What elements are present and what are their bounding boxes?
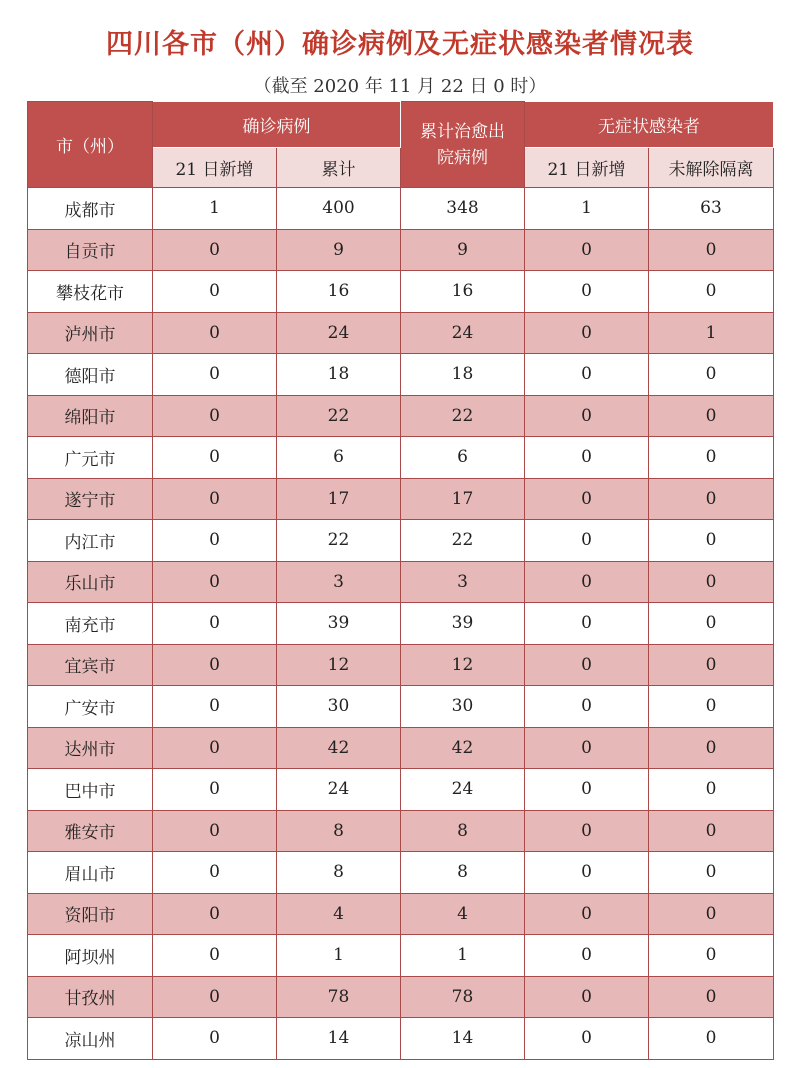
cell-new: 0 — [153, 520, 277, 562]
cell-new: 0 — [153, 686, 277, 728]
cell-city: 广安市 — [28, 686, 153, 728]
cell-total: 17 — [277, 478, 401, 520]
cell-new: 0 — [153, 395, 277, 437]
table-body — [28, 188, 774, 1060]
cell-cured: 9 — [401, 229, 525, 271]
cell-asym-iso: 63 — [649, 188, 774, 230]
table-row — [28, 271, 774, 313]
cell-cured: 3 — [401, 561, 525, 603]
table-row — [28, 686, 774, 728]
table-row — [28, 810, 774, 852]
table-row — [28, 1018, 774, 1060]
cell-asym-iso: 0 — [649, 603, 774, 645]
header-asym-new-21: 21 日新增 — [525, 148, 649, 188]
cell-asym-iso: 0 — [649, 686, 774, 728]
header-city: 市（州） — [28, 102, 153, 188]
cell-asym-new: 0 — [525, 312, 649, 354]
header-new-21: 21 日新增 — [153, 148, 277, 188]
header-asym-unreleased: 未解除隔离 — [649, 148, 774, 188]
cell-asym-new: 1 — [525, 188, 649, 230]
cell-city: 资阳市 — [28, 893, 153, 935]
cell-new: 0 — [153, 769, 277, 811]
cell-asym-new: 0 — [525, 1018, 649, 1060]
cell-asym-iso: 0 — [649, 395, 774, 437]
table-row — [28, 727, 774, 769]
cell-asym-iso: 0 — [649, 976, 774, 1018]
cell-cured: 22 — [401, 395, 525, 437]
table-row — [28, 354, 774, 396]
table-row — [28, 852, 774, 894]
table-row — [28, 893, 774, 935]
cell-city: 凉山州 — [28, 1018, 153, 1060]
cell-asym-iso: 0 — [649, 561, 774, 603]
cell-new: 0 — [153, 271, 277, 313]
table-row — [28, 976, 774, 1018]
cell-asym-iso: 1 — [649, 312, 774, 354]
table-row — [28, 478, 774, 520]
cell-asym-new: 0 — [525, 271, 649, 313]
page-title: 四川各市（州）确诊病例及无症状感染者情况表 — [106, 29, 694, 60]
cell-new: 0 — [153, 312, 277, 354]
table-row — [28, 312, 774, 354]
cell-city: 阿坝州 — [28, 935, 153, 977]
cell-city: 甘孜州 — [28, 976, 153, 1018]
cell-total: 8 — [277, 810, 401, 852]
cell-cured: 24 — [401, 312, 525, 354]
cell-total: 30 — [277, 686, 401, 728]
cell-total: 18 — [277, 354, 401, 396]
cell-city: 德阳市 — [28, 354, 153, 396]
table-row — [28, 935, 774, 977]
table-row — [28, 188, 774, 230]
cell-cured: 18 — [401, 354, 525, 396]
cell-total: 78 — [277, 976, 401, 1018]
cell-asym-new: 0 — [525, 644, 649, 686]
cell-asym-iso: 0 — [649, 271, 774, 313]
cell-city: 绵阳市 — [28, 395, 153, 437]
cell-asym-new: 0 — [525, 478, 649, 520]
cell-asym-new: 0 — [525, 354, 649, 396]
cell-cured: 16 — [401, 271, 525, 313]
cell-asym-new: 0 — [525, 727, 649, 769]
cell-city: 眉山市 — [28, 852, 153, 894]
cell-cured: 17 — [401, 478, 525, 520]
cell-total: 24 — [277, 312, 401, 354]
header-discharged — [401, 102, 525, 188]
cell-asym-new: 0 — [525, 395, 649, 437]
table-row — [28, 769, 774, 811]
cell-city: 巴中市 — [28, 769, 153, 811]
cell-cured: 4 — [401, 893, 525, 935]
cell-asym-new: 0 — [525, 810, 649, 852]
cell-asym-iso: 0 — [649, 1018, 774, 1060]
cell-cured: 1 — [401, 935, 525, 977]
table-header — [28, 102, 774, 188]
table-row — [28, 437, 774, 479]
cell-asym-new: 0 — [525, 437, 649, 479]
cell-total: 3 — [277, 561, 401, 603]
cell-cured: 12 — [401, 644, 525, 686]
cell-asym-new: 0 — [525, 852, 649, 894]
cell-city: 南充市 — [28, 603, 153, 645]
header-discharged-text: 累计治愈出院病例 — [420, 121, 505, 168]
table-row — [28, 229, 774, 271]
cell-new: 0 — [153, 1018, 277, 1060]
cell-new: 0 — [153, 229, 277, 271]
table-row — [28, 644, 774, 686]
cell-total: 400 — [277, 188, 401, 230]
cell-city: 乐山市 — [28, 561, 153, 603]
cell-city: 内江市 — [28, 520, 153, 562]
cell-total: 4 — [277, 893, 401, 935]
cell-city: 广元市 — [28, 437, 153, 479]
cell-cured: 30 — [401, 686, 525, 728]
cell-asym-new: 0 — [525, 893, 649, 935]
cell-asym-new: 0 — [525, 561, 649, 603]
cell-new: 0 — [153, 561, 277, 603]
cell-new: 0 — [153, 935, 277, 977]
cell-total: 42 — [277, 727, 401, 769]
cell-asym-new: 0 — [525, 686, 649, 728]
header-cumulative: 累计 — [277, 148, 401, 188]
cell-asym-iso: 0 — [649, 769, 774, 811]
cell-asym-iso: 0 — [649, 520, 774, 562]
cell-new: 0 — [153, 437, 277, 479]
cell-asym-new: 0 — [525, 229, 649, 271]
cell-asym-new: 0 — [525, 520, 649, 562]
cell-city: 遂宁市 — [28, 478, 153, 520]
cell-asym-iso: 0 — [649, 478, 774, 520]
cell-asym-iso: 0 — [649, 354, 774, 396]
cell-city: 泸州市 — [28, 312, 153, 354]
cell-city: 宜宾市 — [28, 644, 153, 686]
cell-city: 成都市 — [28, 188, 153, 230]
cell-cured: 78 — [401, 976, 525, 1018]
cell-asym-iso: 0 — [649, 810, 774, 852]
cell-total: 1 — [277, 935, 401, 977]
cell-cured: 39 — [401, 603, 525, 645]
cell-total: 14 — [277, 1018, 401, 1060]
header-asymptomatic: 无症状感染者 — [525, 102, 774, 148]
cell-asym-iso: 0 — [649, 935, 774, 977]
cell-total: 8 — [277, 852, 401, 894]
cell-cured: 22 — [401, 520, 525, 562]
cell-asym-new: 0 — [525, 935, 649, 977]
cell-city: 自贡市 — [28, 229, 153, 271]
cell-total: 39 — [277, 603, 401, 645]
cell-asym-new: 0 — [525, 603, 649, 645]
table-row — [28, 603, 774, 645]
cell-new: 0 — [153, 354, 277, 396]
cell-city: 雅安市 — [28, 810, 153, 852]
cell-city: 达州市 — [28, 727, 153, 769]
table-row — [28, 395, 774, 437]
cell-asym-iso: 0 — [649, 727, 774, 769]
page-subtitle: （截至 2020 年 11 月 22 日 0 时） — [253, 76, 547, 97]
cell-new: 1 — [153, 188, 277, 230]
cell-new: 0 — [153, 893, 277, 935]
cell-total: 24 — [277, 769, 401, 811]
cell-new: 0 — [153, 976, 277, 1018]
cell-asym-iso: 0 — [649, 893, 774, 935]
cell-asym-new: 0 — [525, 769, 649, 811]
cell-total: 22 — [277, 520, 401, 562]
cell-total: 12 — [277, 644, 401, 686]
cell-cured: 8 — [401, 810, 525, 852]
table-row — [28, 561, 774, 603]
cell-asym-iso: 0 — [649, 437, 774, 479]
cell-new: 0 — [153, 603, 277, 645]
cell-asym-new: 0 — [525, 976, 649, 1018]
cell-new: 0 — [153, 478, 277, 520]
cell-new: 0 — [153, 852, 277, 894]
cell-cured: 14 — [401, 1018, 525, 1060]
cell-new: 0 — [153, 644, 277, 686]
cell-cured: 42 — [401, 727, 525, 769]
cell-new: 0 — [153, 810, 277, 852]
cell-total: 6 — [277, 437, 401, 479]
cell-asym-iso: 0 — [649, 644, 774, 686]
header-confirmed: 确诊病例 — [153, 102, 401, 148]
cell-cured: 24 — [401, 769, 525, 811]
cell-asym-iso: 0 — [649, 852, 774, 894]
cell-city: 攀枝花市 — [28, 271, 153, 313]
cell-cured: 8 — [401, 852, 525, 894]
cell-total: 16 — [277, 271, 401, 313]
cell-total: 22 — [277, 395, 401, 437]
cell-total: 9 — [277, 229, 401, 271]
cell-cured: 6 — [401, 437, 525, 479]
table-row — [28, 520, 774, 562]
cell-asym-iso: 0 — [649, 229, 774, 271]
case-table — [27, 101, 774, 1060]
cell-cured: 348 — [401, 188, 525, 230]
cell-new: 0 — [153, 727, 277, 769]
